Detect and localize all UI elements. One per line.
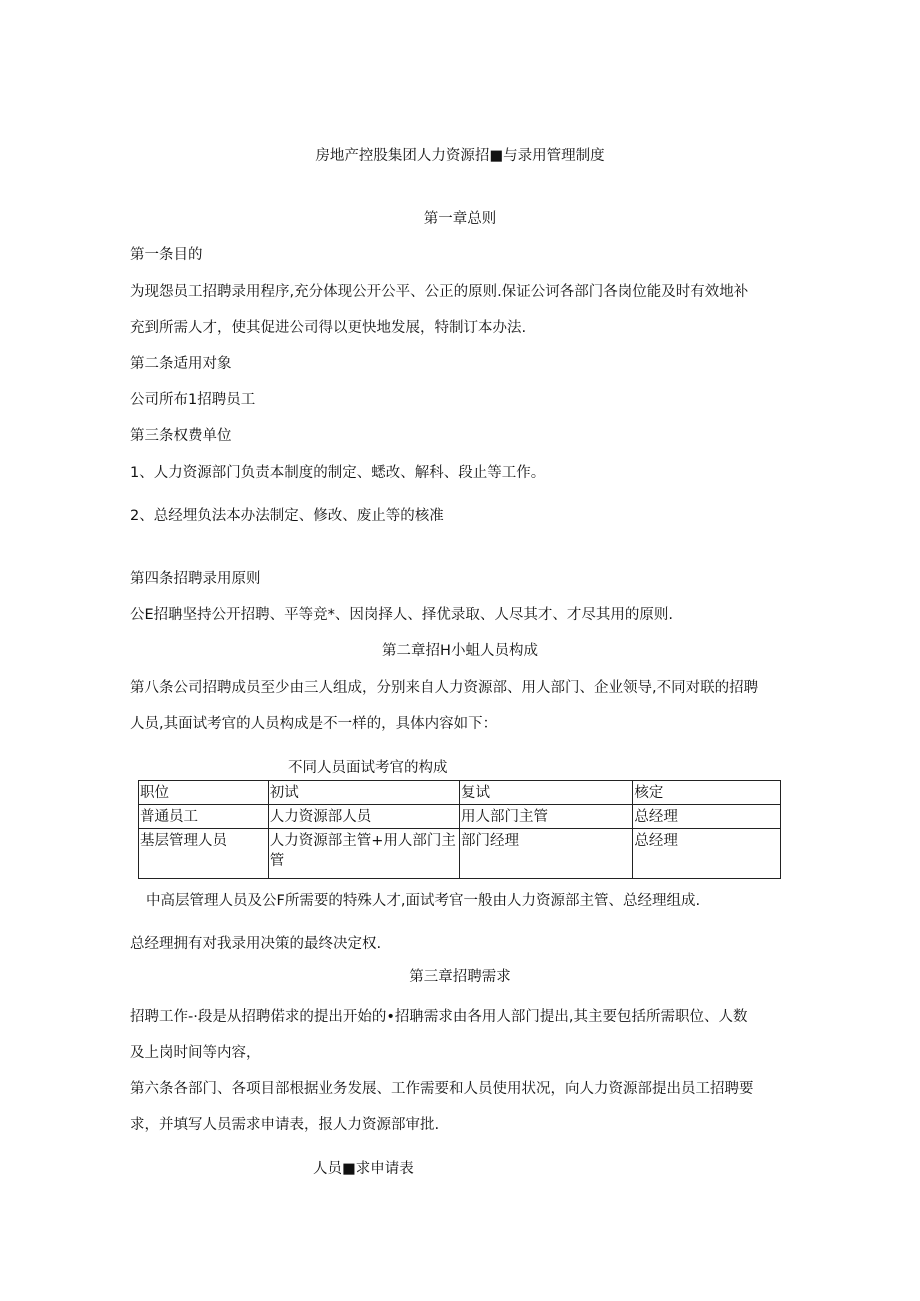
- table-caption: 不同人员面试考官的构成: [288, 760, 448, 776]
- paragraph-line: 第八条公司招聘成员至少由三人组成，分别来自人力资源部、用人部门、企业领导,不同对联的招聘: [130, 680, 759, 696]
- table-cell: 用人部门主管: [460, 805, 633, 829]
- paragraph-line: 公司所布1招聘员工: [130, 392, 256, 408]
- table-header-cell: 复试: [460, 781, 633, 805]
- paragraph-line: 中高层管理人员及公F所需要的特殊人才,面试考官一般由人力资源部主管、总经理组成.: [146, 893, 701, 909]
- table-cell: 部门经理: [460, 829, 633, 879]
- paragraph-line: 总经理拥有对我录用决策的最终决定权.: [130, 936, 382, 952]
- form-title: 人员■求申请表: [313, 1161, 414, 1177]
- table-header-cell: 初试: [268, 781, 459, 805]
- paragraph-line: 人员,其面试考官的人员构成是不一样的，具体内容如下：: [130, 716, 498, 732]
- table-header-cell: 核定: [633, 781, 781, 805]
- list-item: 2、总经埋负法本办法制定、修改、废止等的核准: [130, 508, 444, 524]
- document-title: 房地产控股集团人力资源招■与录用管理制度: [315, 148, 605, 164]
- table-cell: 人力资源部人员: [268, 805, 459, 829]
- table-row: [139, 805, 781, 829]
- table-cell: 基层管理人员: [139, 829, 269, 879]
- interviewer-table: [138, 780, 781, 879]
- table-row: [139, 829, 781, 879]
- paragraph-line: 求，并填写人员需求申请表，报人力资源部审批.: [130, 1117, 440, 1133]
- table-cell: 总经理: [633, 805, 781, 829]
- paragraph-line: 及上岗时间等内容，: [130, 1045, 261, 1061]
- table-header-row: [139, 781, 781, 805]
- list-item: 1、人力资源部门负责本制度的制定、蟋改、解科、段止等工作。: [130, 465, 546, 481]
- paragraph-line: 充到所需人才，使其促进公司得以更快地发展，特制订本办法.: [130, 320, 527, 336]
- paragraph-line: 公E招聃坚持公开招聘、平等竞*、因岗择人、择优录取、人尽其才、才尽其用的原则.: [130, 607, 674, 623]
- chapter-heading: 第三章招聘需求: [409, 969, 511, 985]
- article-title: 第二条适用对象: [130, 356, 232, 372]
- table-header-cell: 职位: [139, 781, 269, 805]
- paragraph-line: 招聘工作-·段是从招聘偌求的提出开始的•招聃需求由各用人部门提出,其主要包括所需职位、人数: [130, 1009, 748, 1025]
- article-title: 第一条目的: [130, 247, 203, 263]
- chapter-heading: 第一章总则: [423, 211, 497, 227]
- table-cell: 人力资源部主管+用人部门主管: [268, 829, 459, 879]
- article-title: 第四条招聘录用原则: [130, 571, 261, 587]
- paragraph-line: 第六条各部门、各项目部根据业务发展、工作需要和人员使用状况，向人力资源部提出员工招聘要: [130, 1081, 754, 1097]
- table-cell: 普通员工: [139, 805, 269, 829]
- table-cell: 总经理: [633, 829, 781, 879]
- chapter-heading: 第二章招H小蛆人员构成: [382, 643, 538, 659]
- paragraph-line: 为现怨员工招聘录用程序,充分体现公开公平、公正的原则.保证公诃各部门各岗位能及时有效地补: [130, 284, 749, 300]
- article-title: 第三条权费单位: [130, 428, 232, 444]
